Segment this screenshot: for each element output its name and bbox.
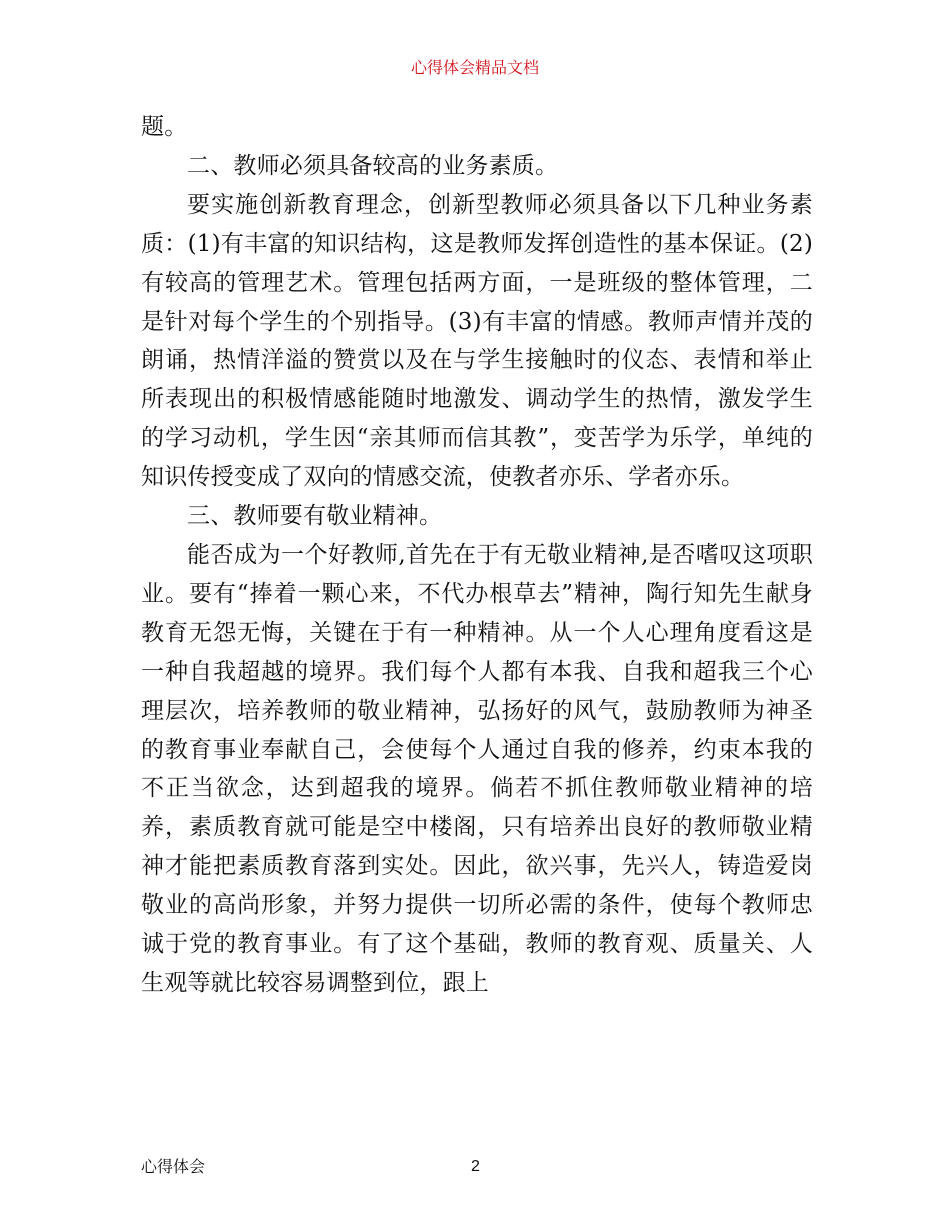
document-body xyxy=(141,108,813,1003)
page-footer xyxy=(141,1155,813,1179)
paragraph-continuation: 题。 xyxy=(141,114,188,140)
page-number: 2 xyxy=(471,1158,480,1175)
page-header: 心得体会精品文档 xyxy=(410,58,539,77)
paragraph-dedication: 能否成为一个好教师,首先在于有无敬业精神,是否嗜叹这项职业。要有“捧着一颗心来，不代办根草去”精神，陶行知先生献身教育无怨无悔，关键在于有一种精神。从一个人心理角度看这是一种自我超越的境界。我们每个人都有本我、自我和超我三个心理层次，培养教师的敬业精神，弘扬好的风气，鼓励教师为神圣的教育事业奉献自己，会使每个人通过自我的修养，约束本我的不正当欲念，达到超我的境界。倘若不抓住教师敬业精神的培养，素质教育就可能是空中楼阁，只有培养出良好的教师敬业精神才能把素质教育落到实处。因此，欲兴事，先兴人，铸造爱岗敬业的高尚形象，并努力提供一切所必需的条件，使每个教师忠诚于党的教育事业。有了这个基础，教师的教育观、质量关、人生观等就比较容易调整到位，跟上 xyxy=(141,541,813,996)
section-heading-2: 二、教师必须具备较高的业务素质。 xyxy=(187,152,559,179)
section-heading-3: 三、教师要有敬业精神。 xyxy=(187,503,443,530)
paragraph-business-quality: 要实施创新教育理念，创新型教师必须具备以下几种业务素质：(1)有丰富的知识结构，这是教师发挥创造性的基本保证。(2)有较高的管理艺术。管理包括两方面，一是班级的整体管理，二是针对每个学生的个别指导。(3)有丰富的情感。教师声情并茂的朗诵，热情洋溢的赞赏以及在与学生接触时的仪态、表情和举止所表现出的积极情感能随时地激发、调动学生的热情，激发学生的学习动机，学生因“亲其师而信其教”，变苦学为乐学，单纯的知识传授变成了双向的情感交流，使教者亦乐、学者亦乐。 xyxy=(141,191,813,491)
footer-label: 心得体会 xyxy=(141,1157,206,1176)
